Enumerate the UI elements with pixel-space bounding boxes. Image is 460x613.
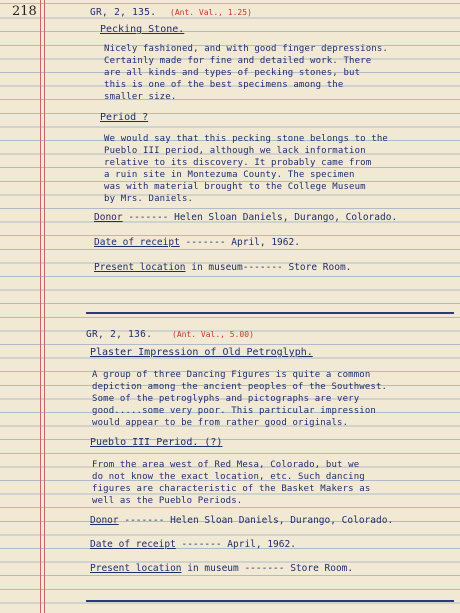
receipt-label: Date of receipt <box>90 539 176 550</box>
period-line: figures are characteristic of the Basket Makers as <box>92 484 371 494</box>
period-line: Pueblo III period, although we lack information <box>104 146 366 156</box>
period-line: do not know the exact location, etc. Such dancing <box>92 472 365 482</box>
description-line: good.....some very poor. This particular impression <box>92 406 376 416</box>
description-line: Some of the petroglyphs and pictographs are very <box>92 394 360 404</box>
donor-value: ------- Helen Sloan Daniels, Durango, Colorado. <box>124 515 394 526</box>
receipt-row-1 <box>94 237 300 248</box>
period-line: From the area west of Red Mesa, Colorado, but we <box>92 460 360 470</box>
period-line: relative to its discovery. It probably came from <box>104 158 372 168</box>
receipt-row-2 <box>90 539 296 550</box>
catalog-number-1: GR, 2, 135. <box>90 7 157 18</box>
entry-divider <box>86 600 454 602</box>
description-line: are all kinds and types of pecking stones, but <box>104 68 361 78</box>
donor-value: ------- Helen Sloan Daniels, Durango, Colorado. <box>128 212 398 223</box>
location-row-1 <box>94 262 351 273</box>
entry-title-2: Plaster Impression of Old Petroglyph. <box>90 347 313 358</box>
donor-label: Donor <box>90 515 119 526</box>
description-line: depiction among the ancient peoples of the Southwest. <box>92 382 388 392</box>
description-line: would appear to be from rather good originals. <box>92 418 349 428</box>
period-line: well as the Pueblo Periods. <box>92 496 243 506</box>
page-number: 218 <box>12 4 37 19</box>
receipt-value: ------- April, 1962. <box>185 237 300 248</box>
donor-row-1 <box>94 212 397 223</box>
receipt-value: ------- April, 1962. <box>181 539 296 550</box>
location-value: in museum ------- Store Room. <box>187 563 354 574</box>
entry-title-1: Pecking Stone. <box>100 24 185 35</box>
description-line: this is one of the best specimens among the <box>104 80 344 90</box>
location-row-2 <box>90 563 353 574</box>
period-line: We would say that this pecking stone belongs to the <box>104 134 388 144</box>
donor-row-2 <box>90 515 393 526</box>
catalog-number-2: GR, 2, 136. <box>86 329 153 340</box>
location-value: in museum------- Store Room. <box>191 262 352 273</box>
location-label: Present location <box>94 262 186 273</box>
period-heading-1: Period ? <box>100 112 149 123</box>
catalog-note-2: (Ant. Val., 5.00) <box>172 330 254 339</box>
description-line: Nicely fashioned, and with good finger depressions. <box>104 44 388 54</box>
location-label: Present location <box>90 563 182 574</box>
description-line: Certainly made for fine and detailed work. There <box>104 56 372 66</box>
entry-divider <box>86 312 454 314</box>
left-margin-line-inner <box>44 0 45 613</box>
period-heading-2: Pueblo III Period. (?) <box>90 437 223 448</box>
left-margin-line <box>40 0 41 613</box>
period-line: a ruin site in Montezuma County. The specimen <box>104 170 355 180</box>
description-line: A group of three Dancing Figures is quite a common <box>92 370 371 380</box>
period-line: was with material brought to the College Museum <box>104 182 366 192</box>
catalog-note-1: (Ant. Val., 1.25) <box>170 8 252 17</box>
period-line: by Mrs. Daniels. <box>104 194 194 204</box>
donor-label: Donor <box>94 212 123 223</box>
description-line: smaller size. <box>104 92 177 102</box>
receipt-label: Date of receipt <box>94 237 180 248</box>
